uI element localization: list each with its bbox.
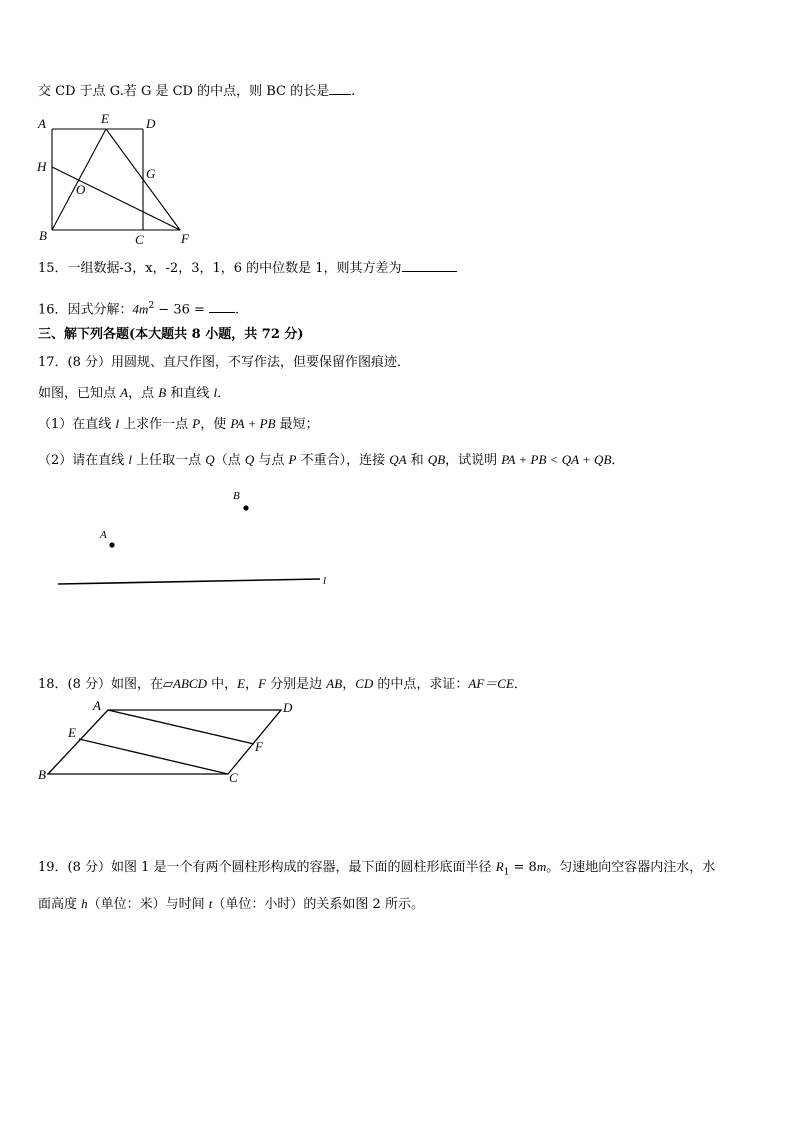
label-d: D [283, 700, 293, 715]
q17-p1b: 上求作一点 [119, 417, 193, 432]
q19-line1b: = 8 [509, 860, 537, 875]
label-g: G [146, 166, 156, 181]
q19-m: m [536, 859, 547, 874]
q18-proof: AF＝CE [468, 676, 514, 691]
q18-cd: CD [355, 676, 374, 691]
q18-text-a: 18．(8 分）如图，在▱ [38, 677, 174, 692]
q17-p2f: 和 [406, 453, 428, 468]
q17-figure [50, 486, 340, 590]
label-f: F [255, 739, 263, 754]
q14-figure [30, 112, 200, 248]
q17-p1d: 最短； [275, 417, 319, 432]
q18-figure [36, 698, 298, 788]
label-o: O [76, 182, 86, 197]
q17-p2b: 上任取一点 [132, 453, 206, 468]
q18-text-b: 中， [206, 677, 238, 692]
point-a [109, 542, 114, 547]
q15-text [38, 259, 457, 278]
q17-p2g: ，试说明 [445, 453, 502, 468]
segment-af [108, 710, 254, 744]
q17-part2 [38, 451, 624, 470]
label-f: F [181, 231, 189, 246]
q16-expr-b: − 36 = [154, 302, 210, 318]
line-l [58, 579, 320, 584]
q17-p1a: （1）在直线 [38, 417, 116, 432]
segment-ec [79, 739, 228, 774]
q18-end: ． [513, 677, 527, 692]
q18-c1: ， [245, 677, 259, 692]
q17-p2-QB: QB [427, 452, 446, 467]
q18-text-c: 分别是边 [266, 677, 327, 692]
q19-t: t [208, 896, 213, 911]
q18-f: F [258, 676, 267, 691]
q19-R: R [495, 859, 504, 874]
q19-line1 [38, 858, 715, 882]
q17-B: B [158, 385, 167, 400]
label-e: E [68, 725, 76, 740]
q14-end: . [351, 84, 356, 99]
label-a: A [100, 529, 107, 541]
q16-blank [209, 300, 235, 313]
label-d: D [146, 116, 156, 131]
q17-part1 [38, 415, 319, 434]
q18-ab: AB [326, 676, 343, 691]
section-3-title: 三、解下列各题(本大题共 8 小题，共 72 分) [38, 327, 304, 342]
q19-line1c: 。匀速地向空容器内注水，水 [546, 860, 716, 875]
q17-line2 [38, 384, 230, 403]
q16-end: . [235, 302, 240, 318]
q19-sub: 1 [503, 867, 510, 878]
q17-p2-Q2: Q [244, 452, 255, 467]
q17-p1-l: l [115, 416, 120, 431]
q17-p2a: （2）请在直线 [38, 453, 129, 468]
label-b: B [39, 228, 47, 243]
q19-line2 [38, 895, 424, 914]
point-b [243, 505, 248, 510]
label-e: E [101, 111, 109, 126]
q17-p1-P: P [192, 416, 201, 431]
q14-blank [329, 82, 351, 95]
label-c: C [229, 770, 238, 785]
q16-sup: 2 [148, 301, 155, 311]
q17-line2a: 如图，已知点 [38, 386, 121, 401]
label-c: C [135, 232, 144, 247]
q17-p1-expr: PA + PB [230, 416, 276, 431]
q17-line1: 17．(8 分）用圆规、直尺作图，不写作法，但要保留作图痕迹． [38, 355, 411, 370]
q17-p2c: （点 [214, 453, 245, 468]
q15-question: 15．一组数据-3，x，-2，3，1，6 的中位数是 1，则其方差为 [38, 261, 402, 276]
label-h: H [37, 159, 47, 174]
label-b: B [233, 490, 240, 502]
q18-abcd: ABCD [173, 676, 207, 691]
label-b: B [38, 767, 46, 782]
q19-line2c: （单位：小时）的关系如图 2 所示。 [212, 897, 424, 912]
q17-p2-P: P [288, 452, 297, 467]
label-a: A [38, 116, 46, 131]
segment-hf [52, 167, 180, 230]
q18-e: E [237, 676, 246, 691]
label-l: l [323, 575, 327, 587]
q17-p2-expr: PA + PB < QA + QB [501, 452, 612, 467]
q18-text [38, 675, 527, 694]
q19-line2b: （单位：米）与时间 [87, 897, 209, 912]
q17-p2d: 与点 [254, 453, 289, 468]
q17-p2-QA: QA [389, 452, 407, 467]
q17-line2b: ，点 [128, 386, 159, 401]
q14-text-a: 交 CD 于点 G.若 G 是 CD 的中点，则 BC 的长是 [38, 84, 330, 99]
segment-be [52, 129, 106, 230]
q14-text [38, 82, 355, 101]
q17-p2-Q: Q [205, 452, 215, 467]
q18-text-d: 的中点，求证： [373, 677, 469, 692]
q16-text [38, 297, 239, 319]
q18-c2: ， [342, 677, 356, 692]
q16-expr-a: 4m [132, 301, 149, 317]
q17-p2-l: l [128, 452, 133, 467]
q17-l: l [213, 385, 218, 400]
label-a: A [93, 698, 101, 713]
q19-line1a: 19．(8 分）如图 1 是一个有两个圆柱形构成的容器，最下面的圆柱形底面半径 [38, 860, 496, 875]
q17-A: A [120, 385, 129, 400]
q17-p2h: ． [611, 453, 625, 468]
q17-line2c: 和直线 [166, 386, 214, 401]
q16-prefix: 16．因式分解： [38, 302, 133, 318]
q15-blank [402, 259, 457, 272]
q17-p1c: ，使 [200, 417, 231, 432]
q19-line2a: 面高度 [38, 897, 82, 912]
q17-p2e: 不重合），连接 [296, 453, 390, 468]
q19-h: h [81, 896, 88, 911]
q17-line2d: ． [217, 386, 231, 401]
